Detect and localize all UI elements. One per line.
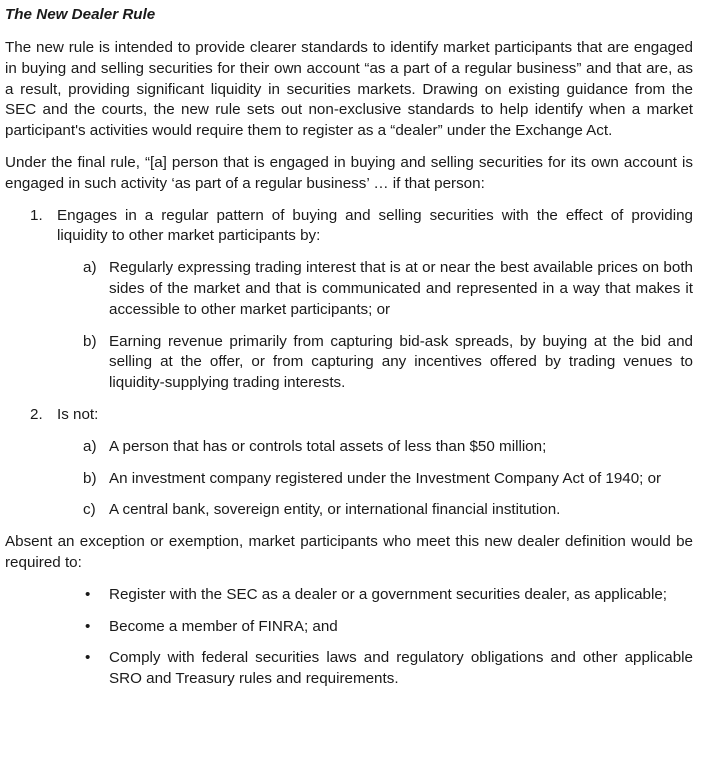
document-title: The New Dealer Rule bbox=[5, 6, 156, 23]
subitem-2b bbox=[83, 469, 693, 490]
requirement-text: Become a member of FINRA; and bbox=[109, 617, 338, 635]
requirement-item bbox=[83, 585, 693, 606]
requirement-item bbox=[83, 617, 693, 638]
subitem-text: An investment company registered under the Investment Company Act of 1940; or bbox=[109, 469, 662, 487]
requirement-item bbox=[83, 648, 693, 690]
numbered-item-1 bbox=[30, 206, 693, 248]
intro-paragraph: The new rule is intended to provide clearer standards to identify market participants that are engaged in buying and selling securities for their own account “as a part of a regular business” and that are, as a result, providing significant liquidity in securities markets. Drawing on existing guidance from the SEC and the courts, the new rule sets out non-exclusive standards to help identify when a market participant's activities would require them to register as a “dealer” under the Exchange Act. bbox=[5, 39, 693, 140]
subitem-text: Regularly expressing trading interest that is at or near the best available prices on both sides of the market and that is communicated and represented in a way that makes it accessible to other market participants; or bbox=[109, 259, 693, 318]
subitem-text: A central bank, sovereign entity, or international financial institution. bbox=[109, 501, 561, 519]
subitem-1a bbox=[83, 258, 693, 320]
item-text: Engages in a regular pattern of buying and selling securities with the effect of providing liquidity to other market participants by: bbox=[57, 206, 693, 245]
subitem-letter: b) bbox=[83, 332, 97, 350]
subitem-2a bbox=[83, 437, 693, 458]
item-number: 1. bbox=[30, 206, 43, 224]
bullet-icon: • bbox=[85, 585, 91, 603]
subitem-text: A person that has or controls total assets of less than $50 million; bbox=[109, 437, 547, 455]
subitem-letter: b) bbox=[83, 469, 97, 487]
requirement-text: Register with the SEC as a dealer or a government securities dealer, as applicable; bbox=[109, 585, 668, 603]
bullet-icon: • bbox=[85, 617, 91, 635]
numbered-item-2 bbox=[30, 405, 693, 426]
item-text: Is not: bbox=[57, 405, 99, 423]
bullet-icon: • bbox=[85, 649, 91, 667]
rule-lead-paragraph: Under the final rule, “[a] person that is engaged in buying and selling securities for its own account is engaged in such activity ‘as part of a regular business’ … if that person: bbox=[5, 153, 693, 192]
subitem-1b bbox=[83, 332, 693, 394]
subitem-letter: a) bbox=[83, 259, 97, 277]
requirements-lead-paragraph: Absent an exception or exemption, market participants who meet this new dealer definition would be required to: bbox=[5, 533, 693, 571]
subitem-text: Earning revenue primarily from capturing bid-ask spreads, by buying at the bid and selling at the offer, or from capturing any incentives offered by trading venues to liquidity-supplying trading interests. bbox=[109, 332, 693, 392]
subitem-letter: c) bbox=[83, 501, 96, 519]
requirements-list bbox=[5, 585, 693, 690]
item-number: 2. bbox=[30, 405, 43, 423]
subitem-2c bbox=[83, 500, 693, 521]
requirement-text: Comply with federal securities laws and regulatory obligations and other applicable SRO and Treasury rules and requirements. bbox=[109, 649, 693, 688]
subitem-letter: a) bbox=[83, 437, 97, 455]
